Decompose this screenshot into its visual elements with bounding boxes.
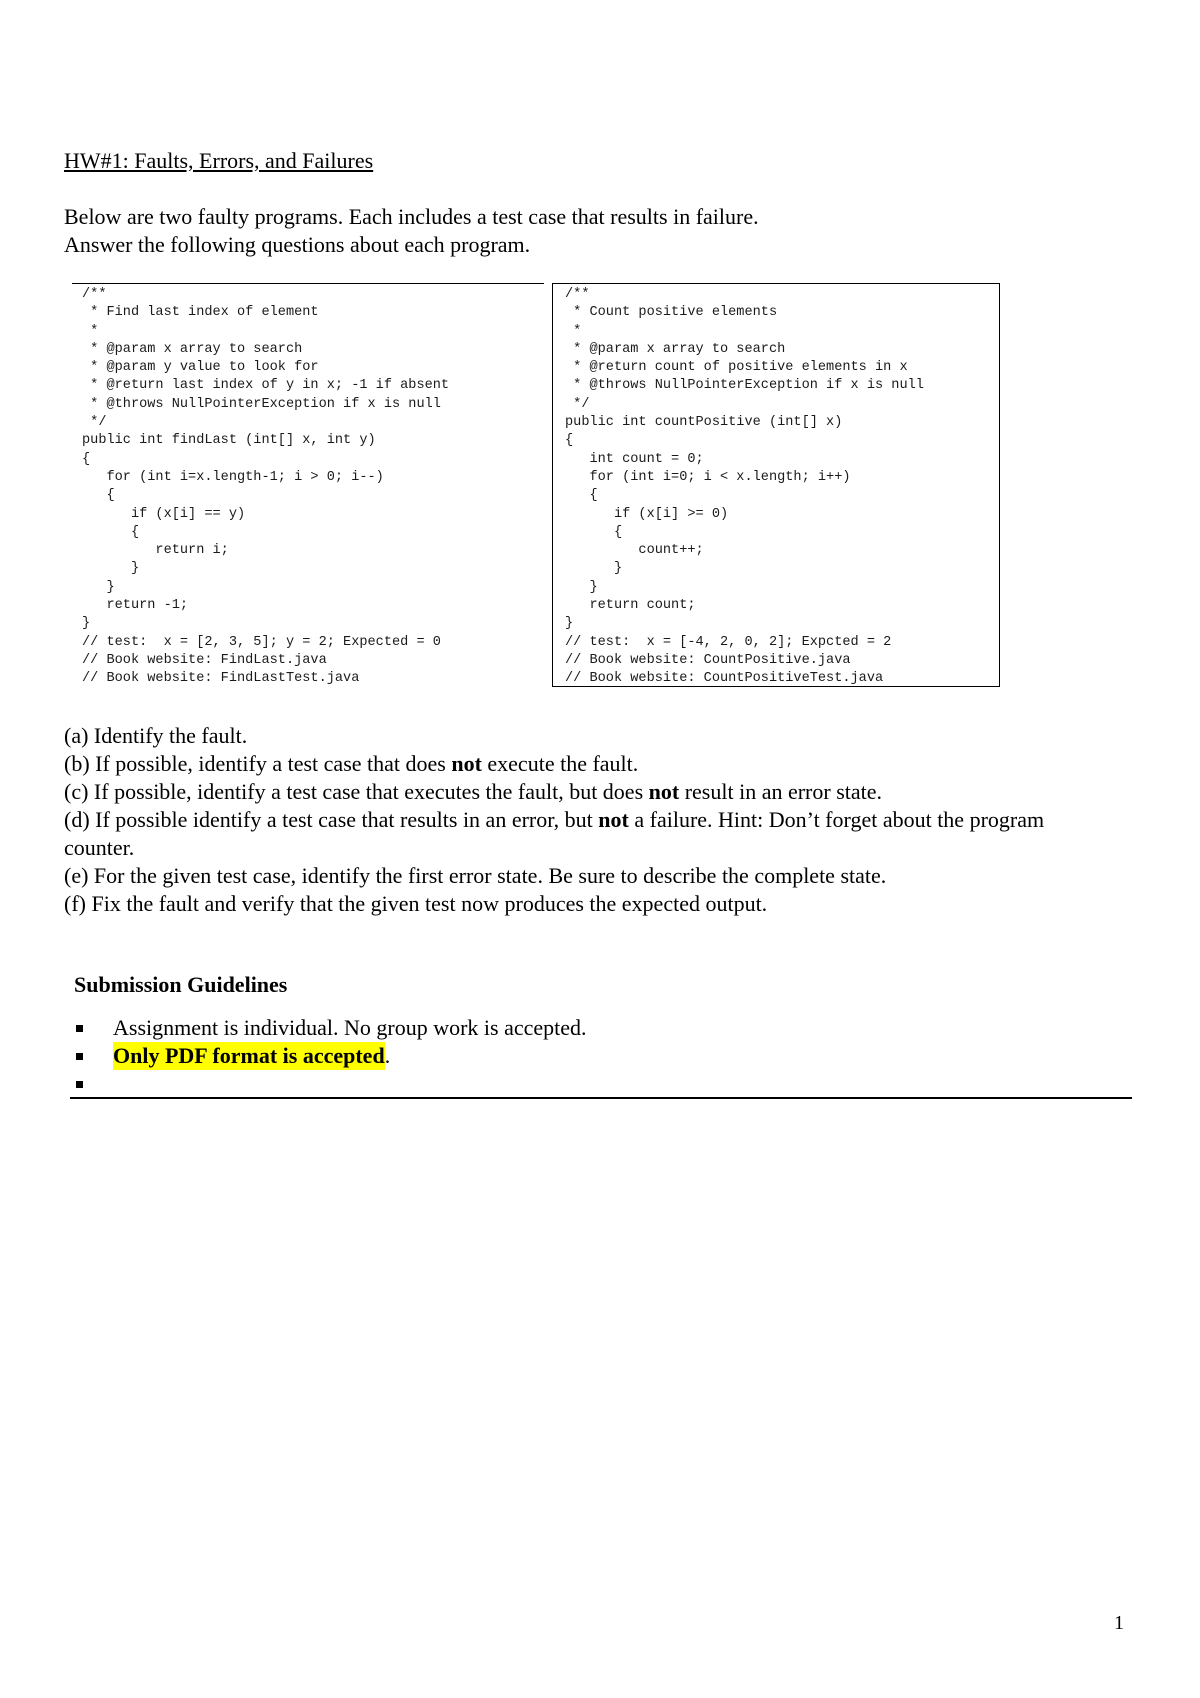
code-line: return -1; [82, 598, 189, 614]
horizontal-rule [70, 1097, 1132, 1099]
code-line: * @return last index of y in x; -1 if absent [82, 378, 450, 394]
intro-text [64, 203, 759, 259]
question-text: (b) If possible, identify a test case that does [64, 751, 452, 776]
question-list [64, 722, 1074, 918]
code-line: public int findLast (int[] x, int y) [82, 433, 376, 449]
emphasis: not [648, 779, 680, 804]
emphasis: not [598, 807, 629, 832]
code-line: * [82, 323, 99, 339]
square-bullet-icon [76, 1053, 83, 1060]
code-listing-countpositive [552, 283, 1000, 687]
code-line: * @param x array to search [82, 341, 303, 357]
question-text: execute the fault. [481, 751, 639, 776]
code-line: } [565, 616, 574, 632]
code-line: // Book website: FindLastTest.java [82, 671, 360, 687]
intro-line: Answer the following questions about each program. [64, 232, 531, 257]
code-line: * @param y value to look for [82, 360, 319, 376]
code-listing-findlast [72, 283, 544, 687]
code-line: for (int i=0; i < x.length; i++) [565, 469, 851, 485]
code-line: return count; [565, 598, 696, 614]
code-line: * [565, 323, 582, 339]
code-line: } [82, 616, 91, 632]
guidelines-list [74, 1014, 587, 1098]
code-line: // test: x = [2, 3, 5]; y = 2; Expected = 0 [82, 634, 441, 650]
question-text: result in an error state. [679, 779, 883, 804]
emphasis: not [451, 751, 482, 776]
code-line: count++; [565, 543, 704, 559]
question-a: (a) Identify the fault. [64, 723, 248, 748]
code-line: { [82, 488, 115, 504]
code-line: /** [82, 287, 107, 302]
code-line: * @throws NullPointerException if x is null [565, 378, 924, 394]
page-number: 1 [1114, 1612, 1124, 1634]
code-line: } [82, 561, 140, 577]
question-b [64, 750, 1074, 778]
code-line: for (int i=x.length-1; i > 0; i--) [82, 469, 384, 485]
code-line: * Find last index of element [82, 305, 319, 321]
question-e: (e) For the given test case, identify the first error state. Be sure to describe the complete state. [64, 863, 887, 888]
intro-line: Below are two faulty programs. Each includes a test case that results in failure. [64, 204, 759, 229]
code-line: * Count positive elements [565, 305, 778, 321]
code-line: } [565, 579, 598, 595]
list-item [74, 1042, 587, 1070]
question-c [64, 778, 1074, 806]
code-line: if (x[i] == y) [82, 506, 246, 522]
page-title: HW#1: Faults, Errors, and Failures [64, 148, 374, 173]
code-line: { [565, 488, 598, 504]
code-line: int count = 0; [565, 451, 704, 467]
code-line: { [565, 433, 574, 449]
code-line: * @param x array to search [565, 341, 786, 357]
code-line: { [82, 451, 91, 467]
question-text: (d) If possible identify a test case that results in an error, but [64, 807, 599, 832]
question-f: (f) Fix the fault and verify that the given test now produces the expected output. [64, 891, 768, 916]
code-line: */ [82, 415, 107, 431]
code-line: } [565, 561, 623, 577]
code-line: // Book website: FindLast.java [82, 652, 327, 668]
list-item-text: . [384, 1043, 391, 1068]
code-line: * @throws NullPointerException if x is null [82, 396, 441, 412]
code-line: public int countPositive (int[] x) [565, 415, 843, 431]
code-line: */ [565, 396, 590, 412]
code-line: { [82, 524, 140, 540]
submission-guidelines [74, 972, 287, 998]
code-line: { [565, 524, 623, 540]
list-item-text: Assignment is individual. No group work is accepted. [113, 1015, 587, 1040]
code-line: // test: x = [-4, 2, 0, 2]; Expcted = 2 [565, 634, 892, 650]
square-bullet-icon [76, 1025, 83, 1032]
code-line: /** [565, 287, 590, 302]
highlighted-text: Only PDF format is accepted [113, 1043, 385, 1068]
question-text: (c) If possible, identify a test case that executes the fault, but does [64, 779, 649, 804]
question-d [64, 806, 1074, 862]
code-line: } [82, 579, 115, 595]
square-bullet-icon [76, 1081, 83, 1088]
code-line: // Book website: CountPositiveTest.java [565, 671, 884, 687]
code-line: // Book website: CountPositive.java [565, 652, 851, 668]
code-line: * @return count of positive elements in x [565, 360, 908, 376]
question-text: a failure. Hint: Don’t forget about the program counter. [64, 807, 1045, 860]
code-line: return i; [82, 543, 229, 559]
list-item [74, 1014, 587, 1042]
list-item [74, 1070, 587, 1098]
guidelines-heading: Submission Guidelines [74, 972, 288, 997]
code-line: if (x[i] >= 0) [565, 506, 729, 522]
